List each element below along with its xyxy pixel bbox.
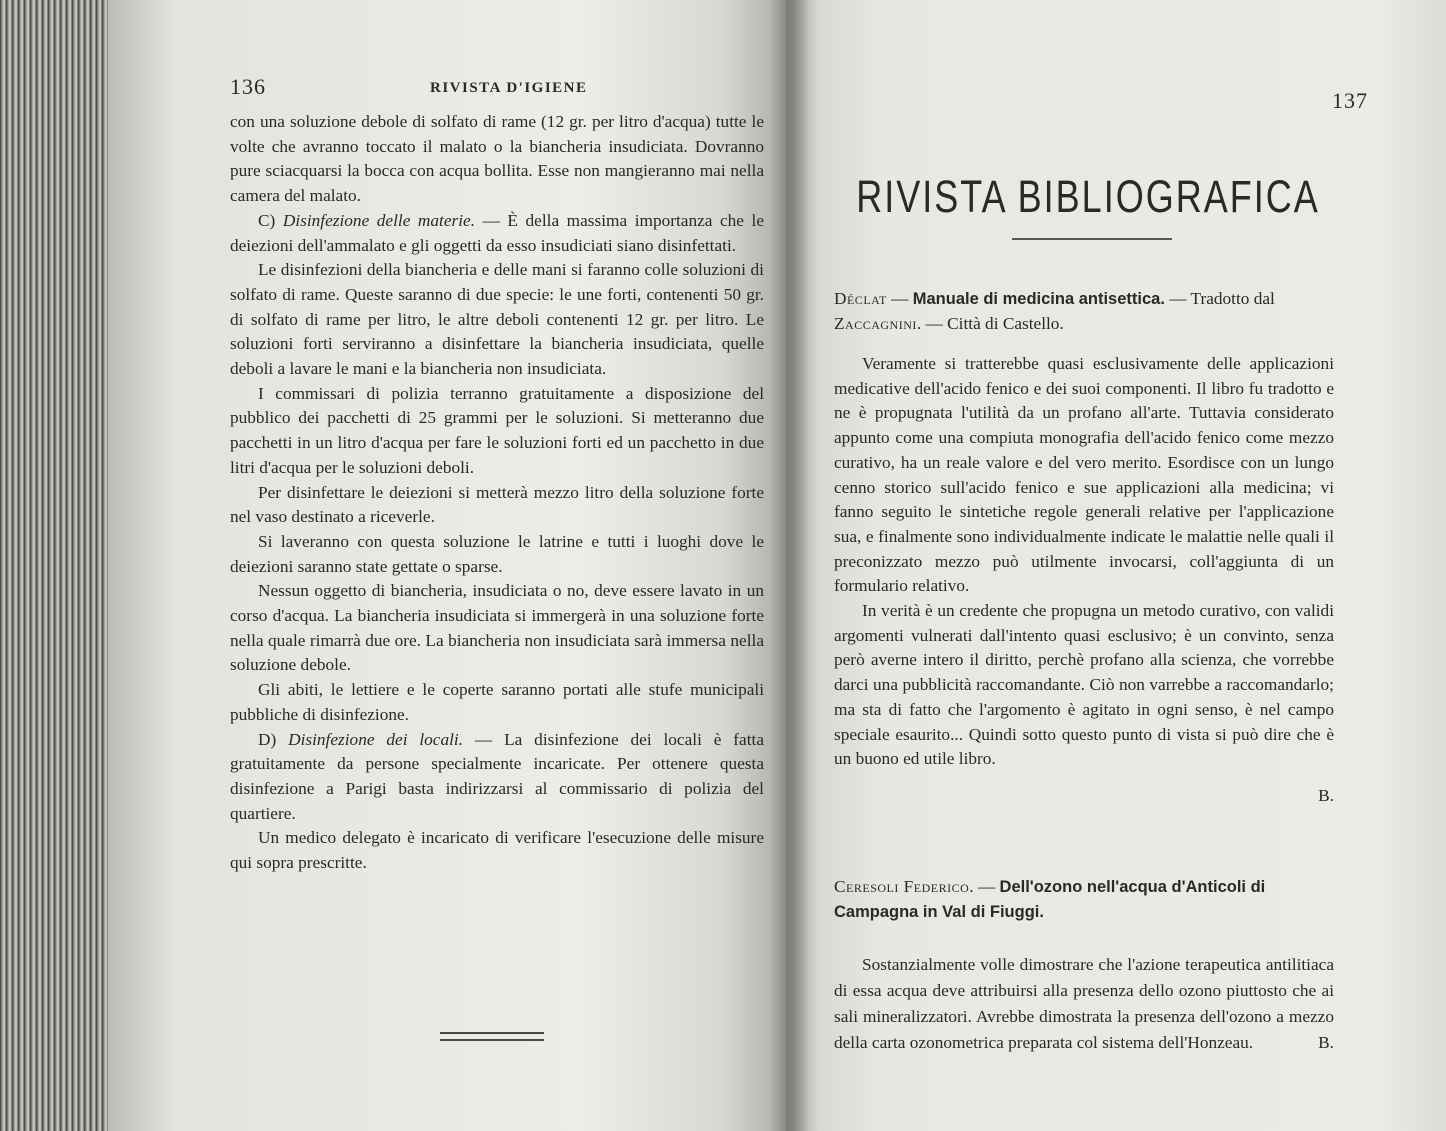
paragraph: Un medico delegato è incaricato di verificare l'esecuzione delle misure qui sopra prescritte. — [230, 828, 764, 873]
section-title: RIVISTA BIBLIOGRAFICA — [856, 170, 1320, 222]
paragraph: In verità è un credente che propugna un metodo curativo, con validi argomenti vulnerati dall'intento quasi esclusivo; è un convinto, senza però averne intero il diritto, perchè profano alla scienza, che vorrebbe darci una pubblicità raccomandante. Ciò non varrebbe a raccomandarlo; ma sta di fatto che l'argomento è agitato in ogni senso, è nel campo speciale esaurito... Quindi sotto questo punto di vista si può dire che è un buono ed utile libro. — [834, 601, 1334, 769]
entry-author: Ceresoli Federico — [834, 877, 970, 896]
entry-translator: Zaccagnini — [834, 313, 917, 333]
paragraph: Gli abiti, le lettiere e le coperte saranno portati alle stufe municipali pubbliche di disinfezione. — [230, 680, 764, 724]
paragraph: Nessun oggetto di biancheria, insudiciata o no, deve essere lavato in un corso d'acqua. La biancheria insudiciata si immergerà in una soluzione forte nella quale rimarrà due ore. La biancheria non insudiciata sarà immersa nella soluzione debole. — [230, 581, 764, 675]
book-gutter — [770, 0, 810, 1131]
paragraph: I commissari di polizia terranno gratuitamente a disposizione del pubblico dei pacchetti di 25 grammi per le soluzioni. Si metteranno due pacchetti in un litro d'acqua per fare le soluzioni forti ed un pacchetto in due litri d'acqua per le soluzioni deboli. — [230, 383, 764, 477]
section-text: — È della massima importanza che le deiezioni dell'ammalato e gli oggetti da esso insudiciati siano disinfettati. — [230, 210, 765, 255]
paragraph: Le disinfezioni della biancheria e delle mani si faranno colle soluzioni di solfato di rame. Queste saranno di due specie: le une forti, contenenti 50 gr. di solfato di rame per litro, le altre deboli contenenti 12 gr. per litro. Le soluzioni forti serviranno a disinfettare la biancheria insudiciata, quelle deboli a lavare le mani e la biancheria non insudiciata. — [230, 260, 764, 379]
left-text-column — [230, 110, 764, 876]
left-page-number: 136 — [230, 74, 266, 99]
review-entry-heading: Déclat — Manuale di medicina antisettica. — Tradotto dal Zaccagnini. — Città di Castello. — [834, 289, 1275, 333]
section-text: — La disinfezione dei locali è fatta gratuitamente da persone specialmente incaricate. Per ottenere questa disinfezione a Parigi basta indirizzarsi al commissario di polizia del quartiere. — [230, 729, 764, 823]
entry-place: . — Città di Castello. — [916, 313, 1064, 333]
running-title: RIVISTA D'IGIENE — [430, 80, 588, 96]
paragraph: Per disinfettare le deiezioni si metterà mezzo litro della soluzione forte nel vaso destinato a riceverle. — [230, 482, 764, 527]
end-ornament-rule — [440, 1032, 544, 1041]
entry-author: Déclat — [834, 289, 887, 308]
title-rule — [1012, 238, 1172, 240]
page-edges — [0, 0, 112, 1131]
paragraph-section-d — [230, 728, 764, 827]
right-page-number: 137 — [1332, 88, 1368, 113]
entry-translator-prefix: — Tradotto dal — [1164, 289, 1275, 308]
paragraph: Veramente si tratterebbe quasi esclusivamente delle applicazioni medicative dell'acido fenico e dei suoi componenti. Il libro fu tradotto e ne è propugnata l'utilità da un profano all'arte. Tuttavia considerato appunto come una compiuta monografia dell'acido fenico come mezzo curativo, ha un reale valore e del vero merito. Esordisce con un lungo cenno storico sull'acido fenico e sue applicazioni alla medicina; vi fanno seguito le sintetiche regole generali relative per l'applicazione sua, e finalmente sono individualmente indicate le malattie nelle quali il preconizzato mezzo può utilmente invocarsi, coll'aggiunta di un formulario relativo. — [834, 354, 1334, 596]
review-entry-body — [834, 935, 1334, 1074]
section-heading: Disinfezione delle materie. — [282, 210, 476, 230]
paragraph — [834, 952, 1334, 1056]
paragraph: Si laveranno con questa soluzione le latrine e tutti i luoghi dove le deiezioni saranno state gettate o sparse. — [230, 531, 764, 576]
section-heading: Disinfezione dei locali. — [288, 729, 464, 749]
review-signature: B. — [1318, 785, 1334, 805]
section-label: D) — [258, 729, 289, 749]
review-entry-heading — [834, 875, 1334, 924]
section-label: C) — [258, 210, 283, 230]
paragraph-section-c — [230, 209, 764, 258]
entry-separator: . — — [969, 877, 1000, 896]
review-signature: B. — [1318, 1033, 1334, 1053]
left-page-header — [230, 74, 770, 100]
entry-title: Dell'ozono nell'acqua d'Anticoli di Campagna in Val di Fiuggi. — [834, 878, 1266, 921]
review-entry-body — [834, 352, 1334, 809]
paragraph-text: Sostanzialmente volle dimostrare che l'azione terapeutica antilitiaca di essa acqua deve attribuirsi alla presenza dello ozono piuttosto che ai sali mineralizzatori. Avrebbe dimostrata la presenza dell'ozono a mezzo della carta ozonometrica preparata col sistema dell'Honzeau. — [834, 955, 1334, 1053]
paragraph: con una soluzione debole di solfato di rame (12 gr. per litro d'acqua) tutte le volte che avranno toccato il malato o la biancheria insudiciata. Dovranno pure sciacquarsi la bocca con acqua bollita. Esse non mangieranno mai nella camera del malato. — [230, 112, 764, 206]
entry-title: Manuale di medicina antisettica. — [912, 290, 1165, 308]
